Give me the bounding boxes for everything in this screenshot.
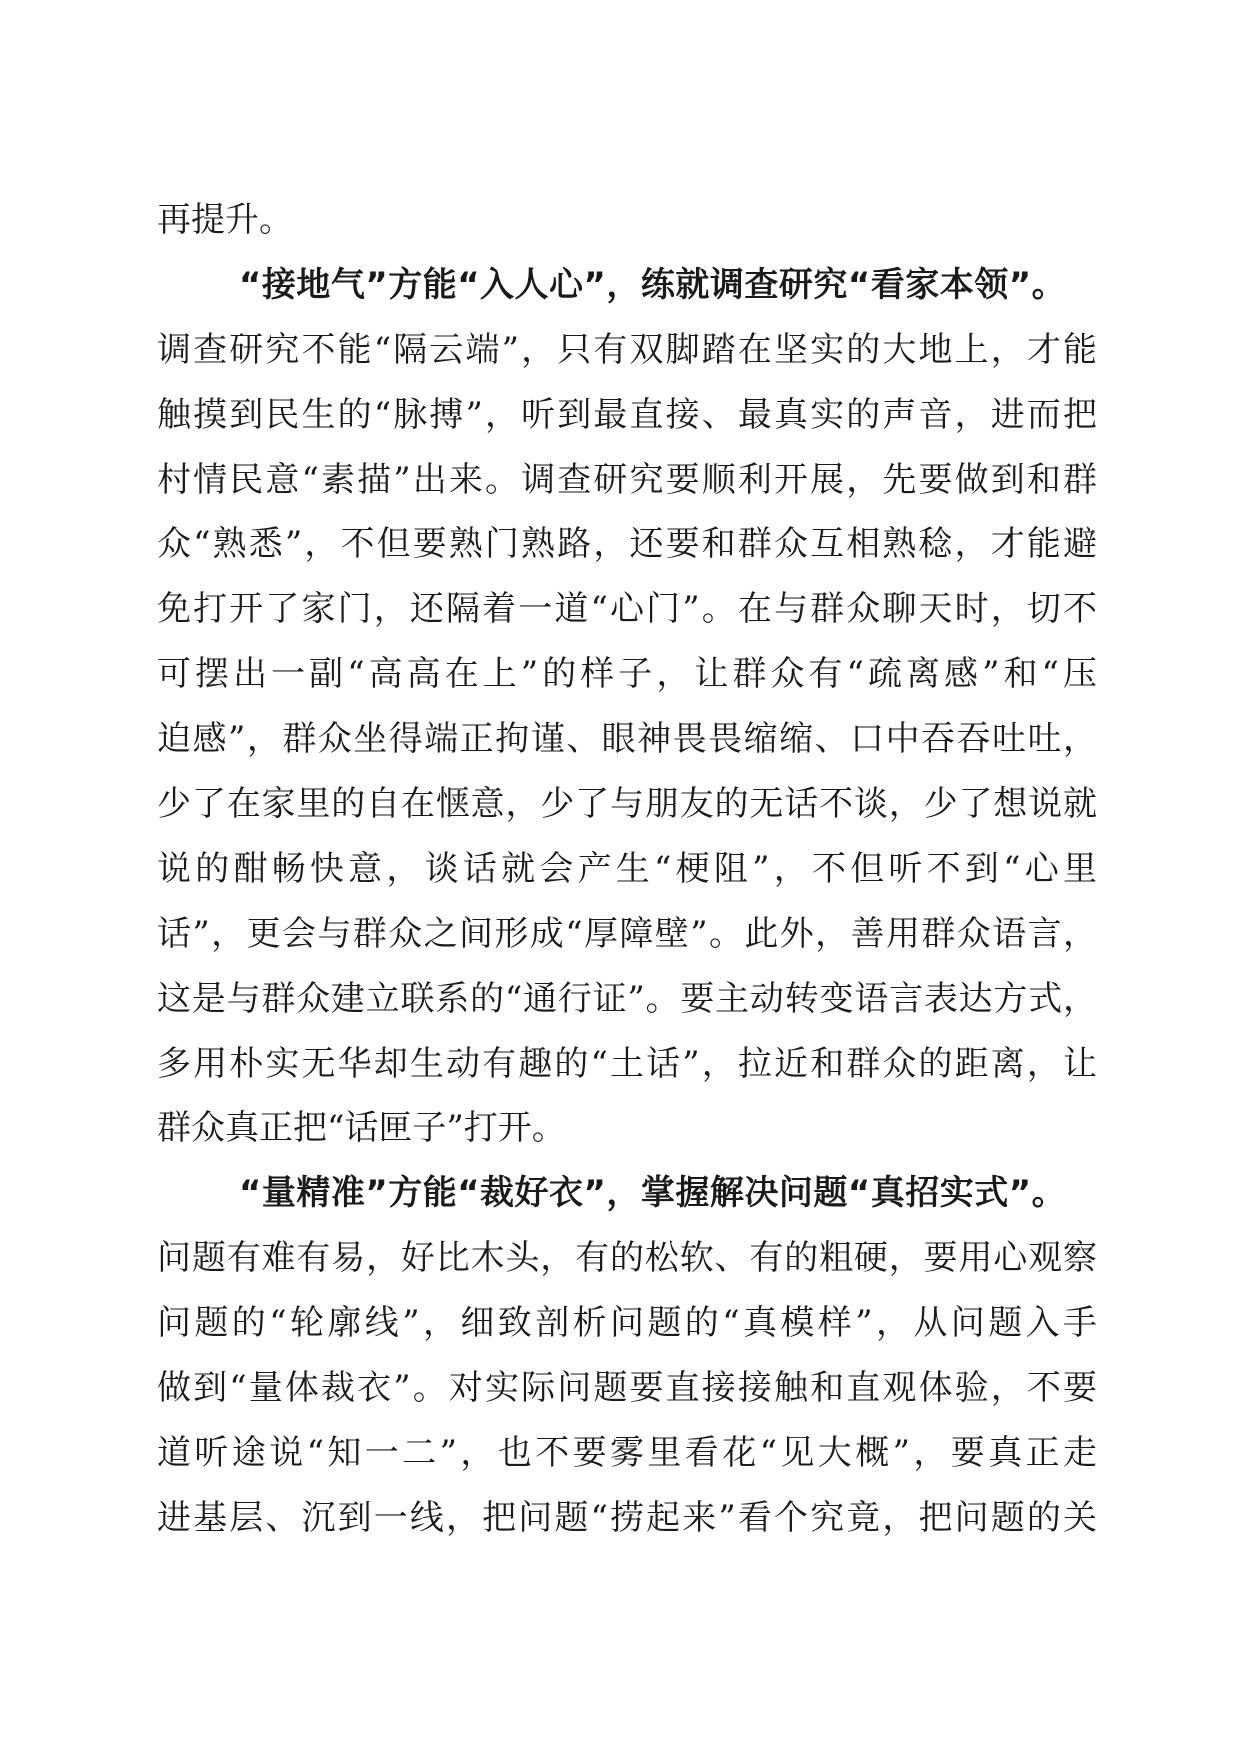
- text-line-3: 调查研究不能“隔云端”，只有双脚踏在坚实的大地上，才能: [157, 329, 1097, 370]
- text-line-12: 话”，更会与群众之间形成“厚障壁”。此外，善用群众语言，: [157, 913, 1097, 954]
- text-line-20: 道听途说“知一二”，也不要雾里看花“见大概”，要真正走: [157, 1432, 1097, 1473]
- text-line-1: 再提升。: [157, 200, 293, 240]
- section-heading-1: “接地气”方能“入人心”，练就调查研究“看家本领”。: [239, 264, 1067, 305]
- text-line-9: 迫感”，群众坐得端正拘谨、眼神畏畏缩缩、口中吞吞吐吐，: [157, 719, 1097, 760]
- text-line-17: 问题有难有易，好比木头，有的松软、有的粗硬，要用心观察: [157, 1238, 1097, 1279]
- text-line-11: 说的酣畅快意，谈话就会产生“梗阻”，不但听不到“心里: [157, 848, 1097, 889]
- text-line-10: 少了在家里的自在惬意，少了与朋友的无话不谈，少了想说就: [157, 784, 1097, 825]
- document-body: [157, 188, 1097, 1551]
- text-line-15: 群众真正把“话匣子”打开。: [157, 1108, 566, 1149]
- section-heading-2: “量精准”方能“裁好衣”，掌握解决问题“真招实式”。: [239, 1173, 1067, 1214]
- text-line-5: 村情民意“素描”出来。调查研究要顺利开展，先要做到和群: [157, 459, 1097, 500]
- text-line-19: 做到“量体裁衣”。对实际问题要直接接触和直观体验，不要: [157, 1368, 1097, 1409]
- text-line-4: 触摸到民生的“脉搏”，听到最直接、最真实的声音，进而把: [157, 394, 1097, 435]
- text-line-18: 问题的“轮廓线”，细致剖析问题的“真模样”，从问题入手: [157, 1303, 1097, 1344]
- text-line-21: 进基层、沉到一线，把问题“捞起来”看个究竟，把问题的关: [157, 1497, 1097, 1538]
- text-line-14: 多用朴实无华却生动有趣的“土话”，拉近和群众的距离，让: [157, 1043, 1097, 1084]
- text-line-8: 可摆出一副“高高在上”的样子，让群众有“疏离感”和“压: [157, 654, 1097, 695]
- text-line-7: 免打开了家门，还隔着一道“心门”。在与群众聊天时，切不: [157, 589, 1097, 630]
- text-line-13: 这是与群众建立联系的“通行证”。要主动转变语言表达方式，: [157, 978, 1097, 1019]
- text-line-6: 众“熟悉”，不但要熟门熟路，还要和群众互相熟稔，才能避: [157, 524, 1097, 565]
